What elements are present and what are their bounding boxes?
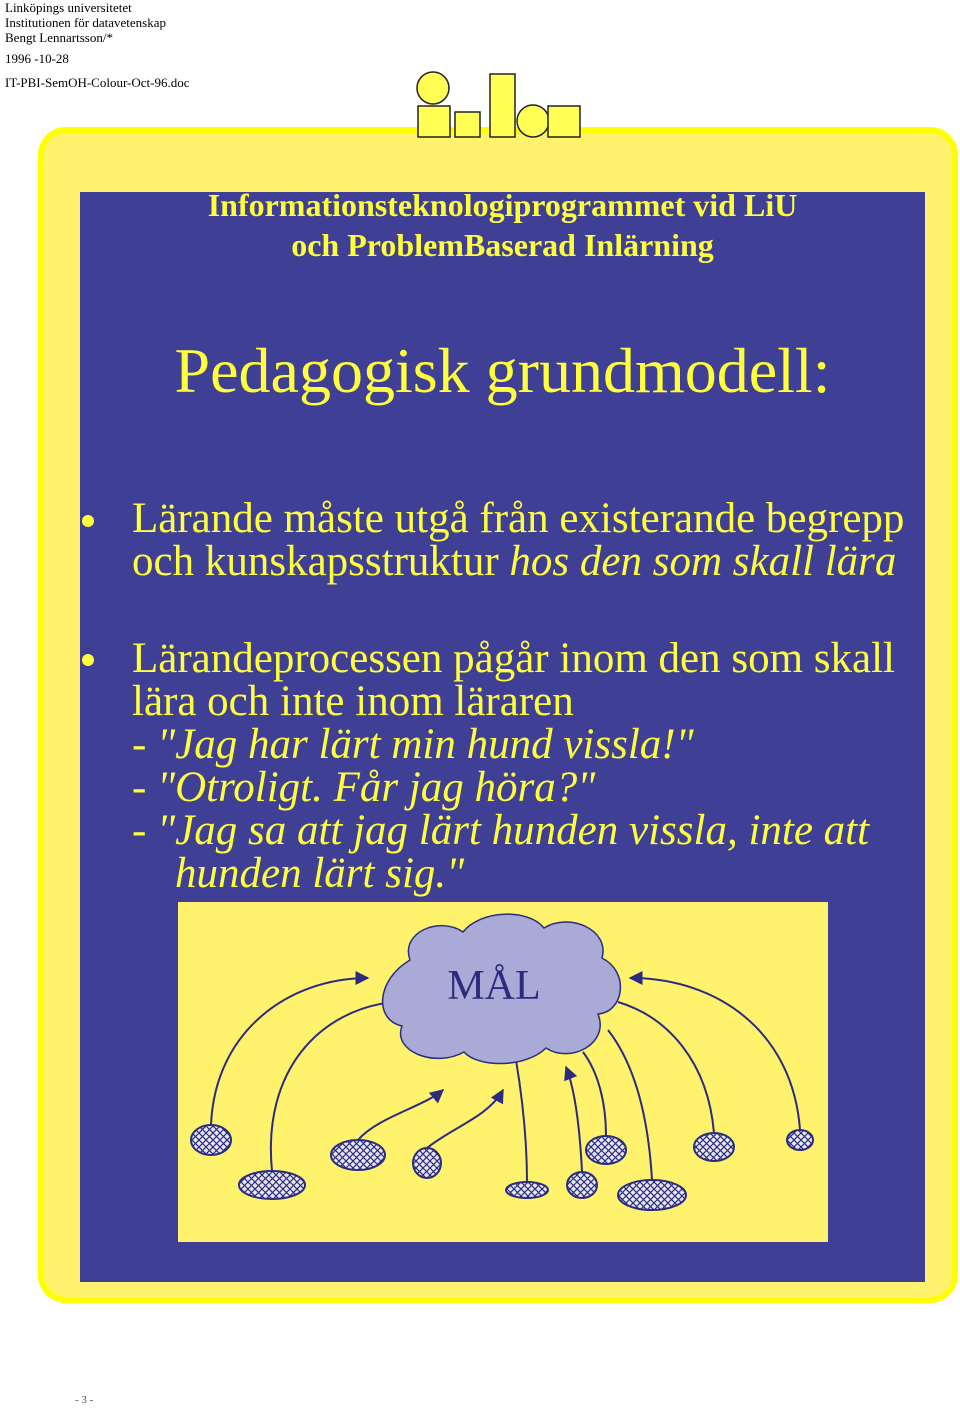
connector-line xyxy=(618,1002,714,1133)
goal-label: MÅL xyxy=(447,963,541,1009)
arrow-link xyxy=(566,1067,582,1172)
header-filename: IT-PBI-SemOH-Colour-Oct-96.doc xyxy=(5,75,190,90)
learner-node xyxy=(618,1180,686,1210)
bullet-1 xyxy=(132,497,904,583)
bullet-2-line-2: lära och inte inom läraren xyxy=(132,678,574,725)
logo-end-square-shape xyxy=(548,106,580,137)
slide-title-line-1: Informationsteknologiprogrammet vid LiU xyxy=(207,187,798,223)
bullet-1-line-2-regular: och kunskapsstruktur xyxy=(132,538,499,585)
logo-square-shape xyxy=(418,106,450,137)
learner-node xyxy=(413,1148,441,1178)
learner-node xyxy=(331,1140,385,1170)
header-author: Bengt Lennartsson/* xyxy=(5,30,113,45)
slide-heading: Pedagogisk grundmodell: xyxy=(174,335,831,406)
bullet-1-line-2-italic: hos den som skall lära xyxy=(509,538,897,585)
connector-line xyxy=(583,1052,606,1136)
header-department: Institutionen för datavetenskap xyxy=(5,15,167,30)
connector-line xyxy=(516,1060,527,1182)
learner-node xyxy=(787,1130,813,1150)
bullet-dot-icon xyxy=(82,654,94,666)
learner-node xyxy=(191,1125,231,1155)
learner-node xyxy=(694,1133,734,1161)
logo-round-shape xyxy=(517,105,549,137)
header-date: 1996 -10-28 xyxy=(5,51,69,66)
quote-line: - "Jag har lärt min hund vissla!" xyxy=(132,721,694,768)
goal-diagram xyxy=(178,902,828,1242)
bullet-dot-icon xyxy=(82,515,94,527)
bullet-1-line-1: Lärande måste utgå från existerande begrepp xyxy=(132,495,905,542)
quote-line: - "Jag sa att jag lärt hunden vissla, inte att xyxy=(132,807,870,854)
quote-line: - "Otroligt. Får jag höra?" xyxy=(132,764,596,811)
learner-node xyxy=(506,1182,548,1198)
learner-node xyxy=(239,1171,305,1199)
learner-node xyxy=(586,1136,626,1164)
page-number: - 3 - xyxy=(75,1394,94,1406)
logo-circle-shape xyxy=(417,72,449,104)
learner-node xyxy=(567,1172,597,1198)
arrow-link xyxy=(427,1090,503,1148)
slide-title-line-2: och ProblemBaserad Inlärning xyxy=(291,227,714,263)
bullet-2 xyxy=(132,637,895,895)
arrow-link xyxy=(211,978,368,1125)
logo-bar-shape xyxy=(490,74,515,137)
quote-line-continuation: hunden lärt sig." xyxy=(175,850,465,897)
slide-title xyxy=(80,185,925,265)
bullet-2-line-1: Lärandeprocessen pågår inom den som skall xyxy=(132,635,895,682)
header-institution: Linköpings universitetet xyxy=(5,0,132,15)
goal-diagram-svg xyxy=(178,902,828,1242)
arrow-link xyxy=(630,978,800,1130)
logo-small-square-shape xyxy=(455,112,480,137)
university-logo-icon xyxy=(410,68,585,142)
arrow-link xyxy=(358,1090,443,1140)
bullet-1-line-2 xyxy=(132,540,904,583)
